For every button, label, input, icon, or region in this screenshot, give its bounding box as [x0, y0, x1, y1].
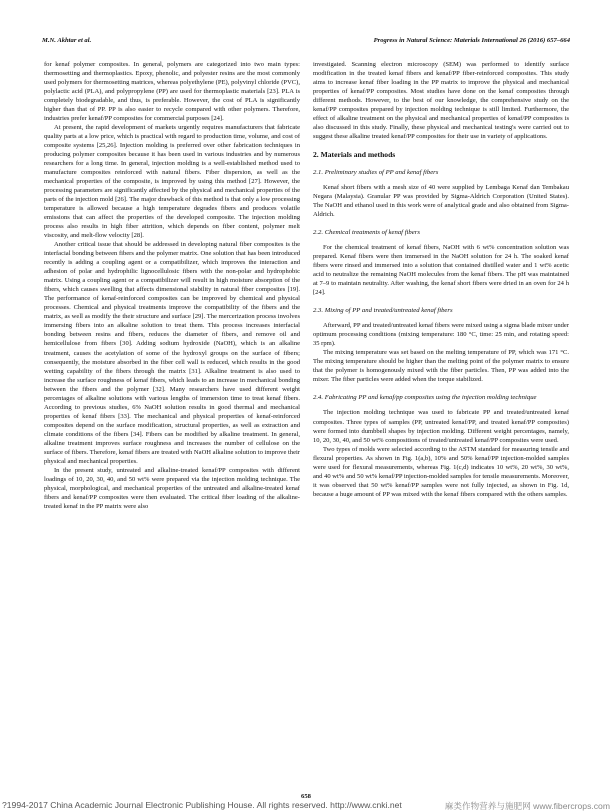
paragraph: Two types of molds were selected according to the ASTM standard for measuring tensile and flexural properties. As shown in Fig. 1(a,b), 10% and 50% kenaf/PP injection-molded samples were used for flexural measurements, whereas Fig. 1(c,d) indicates 10 wt%, 20 wt%, 30 wt%, and 40 wt% and 50 wt% kenaf/PP injection-molded samples for tensile measurements. Moreover, it was observed that 50 wt% kenaf/PP samples were not fully injected, as shown in Fig. 1d, because a huge amount of PP was mixed with the kenaf fibers compared with the others samples. — [313, 445, 569, 498]
paragraph: for kenaf polymer composites. In general, polymers are categorized into two main types: thermosetting and thermoplastics. Epoxy, phenolic, and polyester resins are the most commonly used polymers for thermosetting matrices, whereas polyethylene (PE), polyvinyl chloride (PVC), polylactic acid (PLA), and polypropylene (PP) are used for thermoplastic materials [23]. PLA is completely biodegradable, and thus, is preferable. However, the cost of PLA is significantly higher than that of PP. PP is also easier to recycle compared with other polymers. Therefore, industries prefer kenaf/PP composites for commercial purposes [24]. — [44, 61, 300, 123]
paragraph: In the present study, untreated and alkaline-treated kenaf/PP composites with different loadings of 10, 20, 30, 40, and 50 wt% were prepared via the injection molding technique. The physical, morphological, and mechanical properties of the untreated and alkaline-treated kenaf fibers and kenaf/PP composites were then evaluated. The critical fiber loading of the alkaline-treated kenaf in the PP matrix were also — [44, 466, 300, 510]
subsection-heading: 2.3. Mixing of PP and treated/untreated kenaf fibers — [313, 307, 453, 315]
left-column — [44, 60, 300, 790]
paragraph: Kenaf short fibers with a mesh size of 40 were supplied by Lembaga Kenaf dan Tembakau Negara (Malaysia). Granular PP was provided by Sigma-Aldrich Corporation (United States). The NaOH and ethanol used in this work were of analytical grade and also obtained from Sigma-Aldrich. — [313, 184, 569, 219]
paragraph: For the chemical treatment of kenaf fibers, NaOH with 6 wt% concentration solution was prepared. Kenaf fibers were then immersed in the NaOH solution for 24 h. The soaked kenaf fibers were rinsed and immersed into a solution that contained distilled water and 1 wt% acetic acid to neutralize the remaining NaOH molecules from the kenaf fibers. The pH was maintained at 7–9 to maintain neutrality. After washing, the kenaf short fibers were dried in an oven for 24 h [24]. — [313, 244, 569, 297]
running-header-authors: M.N. Akhtar et al. — [42, 37, 92, 44]
section-heading: 2. Materials and methods — [313, 150, 396, 160]
subsection-heading: 2.1. Preliminary studies of PP and kenaf fibers — [313, 169, 439, 177]
subsection-heading: 2.4. Fabricating PP and kenaf/pp composites using the injection molding technique — [313, 394, 537, 402]
running-header — [42, 37, 570, 51]
running-header-journal: Progress in Natural Science: Materials International 26 (2016) 657–664 — [373, 37, 570, 44]
footer — [0, 800, 612, 811]
paragraph: The injection molding technique was used to fabricate PP and treated/untreated kenaf composites. Three types of samples (PP, untreated kenaf/PP, and treated kenaf/PP composites) were formed into dumbbell shapes by injection molding. Different weight percentages, namely, 10, 20, 30, 40, and 50 wt% compositions of treated/untreated kenaf/PP composites were used. — [313, 409, 569, 444]
paragraph: The mixing temperature was set based on the melting temperature of PP, which was 171 °C. The mixing temperature should be higher than the melting point of the polymer matrix to ensure that the polymer is homogenously mixed with the fiber particles. Then, PP was added into the mixer. The fiber particles were added when the torque stabilized. — [313, 349, 569, 384]
paragraph: At present, the rapid development of markets urgently requires manufacturers that fabricate quality parts at a low price, which is practical with regard to production time, volume, and cost of composite systems [25,26]. Injection molding is preferred over other fabrication techniques in producing polymer composites because it has been used in various industries and by numerous researchers for a long time. In general, injection molding is a well-established method used to manufacture composites reinforced with natural fibers. Fiber dispersion, as well as the mechanical properties of the composite, is improved by using this method [27]. However, the processing parameters are significantly affected by the physical and mechanical properties of the parts of the injection mold [26]. The major drawback of this method is that only a low processing temperature is allowed because a high temperature degrades fibers and produces volatile emissions that can affect the properties of the developed composite. The injection molding process also results in high fiber attrition, which depends on fiber content, polymer melt viscosity, and melt-flow velocity [28]. — [44, 124, 300, 240]
footer-watermark: 麻类作物营养与施肥网 www.fibercrops.com — [444, 801, 610, 811]
paragraph: Another critical issue that should be addressed in developing natural fiber composites is the interfacial bonding between fibers and the polymer matrix. One solution that has been introduced recently is adding a coupling agent or a compatibilizer, which improves the interaction and adhesion of polar and hydrophilic lignocellulosic fibers with the non-polar and hydrophobic matrix. Using a coupling agent or a compatibilizer will result in high moisture absorption of the fibers, which causes swelling that affects dimensional stability in natural fiber composites [19]. The performance of kenaf-reinforced composites can be improved by chemical and physical processes. Chemical and physical treatments improve the compatibility of the fibers and the matrix, as well as modify the their structure and surface [29]. The mercerization process involves immersing fibers into an alkaline solution to treat them. This process increases interfacial bonding between resins and fibers, reduces the diameter of fibers, and remove oil and hemicellulose from fibers [30]. Adding sodium hydroxide (NaOH), which is an alkaline treatment, causes the acetylation of some of the hydroxyl groups on the surface of fibers; consequently, the moisture absorbed in the fiber cell wall is reduced, which results in the good wetting capability of the fibers through the matrix [31]. Alkaline treatment is also used to increase the surface roughness of kenaf fibers, which leads to an increase in mechanical bonding between the fibers and the polymer [32]. Many researchers have used different weight percentages of alkaline solutions with various lengths of immersion time to treat kenaf fibers. According to previous studies, 6% NaOH solution results in good thermal and mechanical properties of kenaf fibers [33]. The mechanical and physical properties of kenaf-reinforced composites depend on the surface modification, structural properties, as well as extraction and climate conditions of the fibers [34]. Fibers can be modified by alkaline treatment. In general, alkaline treatment improves surface roughness and increases the number of cellulose on the surface of fibers. Therefore, kenaf fibers are treated with NaOH alkaline solution to improve their physical and mechanical properties. — [44, 241, 300, 465]
right-column — [313, 60, 569, 790]
footer-copyright: ?1994-2017 China Academic Journal Electronic Publishing House. All rights reserved. http://www.cnki.net — [2, 800, 402, 810]
paragraph: investigated. Scanning electron microscopy (SEM) was performed to identify surface modification in the treated kenaf fibers and kenaf/PP fiber-reinforced composites. This study aims to increase kenaf fiber loading in the PP matrix to improve the physical and mechanical properties of kenaf/PP composites. Most studies have done on the kenaf composites through different methods. However, to the best of our knowledge, the comprehensive study on the kenaf/PP composites prepared by injection molding technique is still limited. Furthermore, the effect of alkaline treatment on the physical and mechanical properties of kenaf/PP composites is also discussed in this study. Finally, these physical and mechanical testing's were carried out to suggest these alkaline treated kenaf/PP composites for their use in variety of applications. — [313, 61, 569, 141]
page-number: 658 — [301, 793, 311, 800]
subsection-heading: 2.2. Chemical treatments of kenaf fibers — [313, 229, 420, 237]
paragraph: Afterward, PP and treated/untreated kenaf fibers were mixed using a sigma blade mixer under optimum processing conditions (mixing temperature: 180 °C, time: 25 min, and rotating speed: 35 rpm). — [313, 322, 569, 348]
